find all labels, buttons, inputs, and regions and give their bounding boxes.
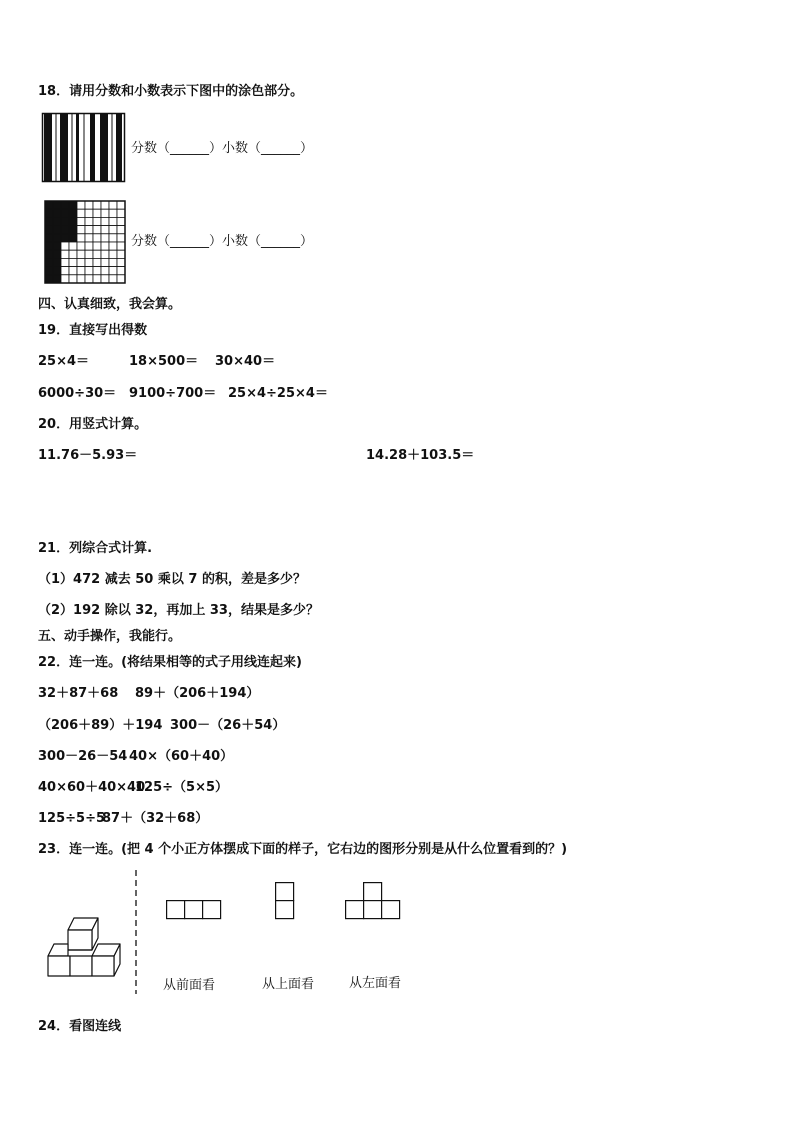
view-label-left: 从左面看: [349, 976, 402, 991]
q22-right-expression: 89＋（206＋194）: [135, 686, 260, 701]
grid-cell: [117, 275, 125, 283]
grid-cell: [45, 201, 53, 209]
q19-item: 18×500＝: [129, 354, 199, 369]
view-figure-three-in-row: [166, 900, 222, 920]
divider-dashed-line: [134, 870, 138, 994]
view-label-front: 从前面看: [163, 978, 216, 993]
grid-cell: [61, 250, 69, 258]
grid-cell: [109, 275, 117, 283]
grid-cell: [69, 267, 77, 275]
grid-cell: [85, 275, 93, 283]
grid-cell: [109, 250, 117, 258]
grid-cell: [93, 234, 101, 242]
grid-cell: [53, 201, 61, 209]
grid-cell: [101, 258, 109, 266]
grid-cell: [53, 267, 61, 275]
q22-left-expression: （206＋89）＋194: [38, 718, 163, 733]
view-figure-two-stacked: [275, 882, 295, 920]
grid-cell: [101, 234, 109, 242]
grid-cell: [77, 258, 85, 266]
q22-right-expression: 125÷（5×5）: [135, 780, 229, 795]
grid-cell: [85, 217, 93, 225]
grid-cell: [117, 226, 125, 234]
grid-cell: [61, 267, 69, 275]
q19-item: 25×4÷25×4＝: [228, 386, 328, 401]
grid-cell: [77, 275, 85, 283]
grid-cell: [101, 242, 109, 250]
grid-cell: [109, 209, 117, 217]
grid-cell: [69, 234, 77, 242]
grid-cell: [85, 250, 93, 258]
grid-cell: [93, 209, 101, 217]
grid-cell: [109, 226, 117, 234]
view-figure-t-shape: [345, 882, 403, 920]
grid-cell: [69, 275, 77, 283]
grid-cell: [77, 217, 85, 225]
grid-cell: [45, 217, 53, 225]
q21-title: 21．列综合式计算.: [38, 541, 153, 556]
grid-cell: [53, 275, 61, 283]
grid-cell: [109, 242, 117, 250]
grid-cell: [117, 258, 125, 266]
grid-cell: [77, 209, 85, 217]
view-label-top: 从上面看: [262, 977, 315, 992]
grid-cell: [45, 242, 53, 250]
grid-cell: [109, 267, 117, 275]
grid-cell: [117, 209, 125, 217]
grid-cell: [61, 226, 69, 234]
grid-cell: [93, 217, 101, 225]
q22-title: 22．连一连。(将结果相等的式子用线连起来): [38, 655, 302, 670]
grid-cell: [53, 226, 61, 234]
grid-cell: [45, 275, 53, 283]
q21-item: （2）192 除以 32，再加上 33，结果是多少？: [38, 603, 319, 618]
grid-cell: [77, 226, 85, 234]
q22-right-expression: 87＋（32＋68）: [102, 811, 209, 826]
q18-answer-row-1: 分数（______）小数（______）: [131, 141, 314, 156]
q19-item: 9100÷700＝: [129, 386, 217, 401]
grid-cell: [45, 209, 53, 217]
grid-cell: [77, 234, 85, 242]
q22-right-expression: 40×（60＋40）: [129, 749, 234, 764]
grid-cell: [93, 258, 101, 266]
q22-left-expression: 300－26－54: [38, 749, 128, 764]
grid-cell: [45, 258, 53, 266]
q19-item: 25×4＝: [38, 354, 90, 369]
striped-rectangle-figure: [42, 113, 126, 183]
grid-cell: [109, 234, 117, 242]
grid-cell: [85, 209, 93, 217]
q19-title: 19．直接写出得数: [38, 323, 148, 338]
grid-cell: [101, 201, 109, 209]
q22-right-expression: 300－（26＋54）: [170, 718, 286, 733]
grid-cell: [101, 217, 109, 225]
grid-cell: [45, 267, 53, 275]
grid-cell: [93, 201, 101, 209]
q20-item: 14.28＋103.5＝: [366, 448, 475, 463]
grid-cell: [101, 209, 109, 217]
grid-cell: [117, 201, 125, 209]
grid-cell: [117, 267, 125, 275]
q22-left-expression: 40×60＋40×40: [38, 780, 146, 795]
grid-cell: [101, 226, 109, 234]
grid-cell: [61, 258, 69, 266]
q23-title: 23．连一连。(把 4 个小正方体摆成下面的样子，它右边的图形分别是从什么位置看到的？): [38, 842, 568, 857]
grid-cell: [45, 226, 53, 234]
q19-item: 30×40＝: [215, 354, 276, 369]
cube-stack-figure: [44, 912, 124, 978]
grid-cell: [53, 234, 61, 242]
grid-cell: [109, 201, 117, 209]
grid-cell: [45, 234, 53, 242]
grid-cell: [117, 234, 125, 242]
grid-cell: [77, 242, 85, 250]
grid-cell: [101, 250, 109, 258]
grid-cell: [117, 217, 125, 225]
grid-cell: [101, 267, 109, 275]
grid-cell: [69, 201, 77, 209]
grid-cell: [101, 275, 109, 283]
q20-item: 11.76－5.93＝: [38, 448, 138, 463]
grid-cell: [77, 201, 85, 209]
grid-cell: [69, 226, 77, 234]
q18-answer-row-2: 分数（______）小数（______）: [131, 234, 314, 249]
grid-cell: [109, 258, 117, 266]
grid-cell: [85, 258, 93, 266]
grid-cell: [85, 201, 93, 209]
grid-cell: [117, 250, 125, 258]
q18-title: 18．请用分数和小数表示下图中的涂色部分。: [38, 84, 304, 99]
grid-cell: [53, 250, 61, 258]
grid-cell: [85, 242, 93, 250]
grid-cell: [77, 250, 85, 258]
grid-cell: [61, 217, 69, 225]
grid-cell: [85, 226, 93, 234]
q22-left-expression: 125÷5÷5: [38, 811, 106, 826]
section-5-title: 五、动手操作，我能行。: [38, 629, 182, 644]
grid-cell: [53, 217, 61, 225]
grid-cell: [53, 209, 61, 217]
grid-cell: [93, 267, 101, 275]
grid-cell: [69, 250, 77, 258]
q19-item: 6000÷30＝: [38, 386, 117, 401]
q20-title: 20．用竖式计算。: [38, 417, 148, 432]
grid-cell: [69, 242, 77, 250]
section-4-title: 四、认真细致，我会算。: [38, 297, 182, 312]
grid-cell: [61, 275, 69, 283]
grid-cell: [61, 201, 69, 209]
grid-cell: [85, 234, 93, 242]
grid-cell: [93, 275, 101, 283]
grid-cell: [53, 258, 61, 266]
q21-item: （1）472 减去 50 乘以 7 的积，差是多少？: [38, 572, 306, 587]
grid-cell: [61, 242, 69, 250]
grid-cell: [69, 217, 77, 225]
grid-cell: [53, 242, 61, 250]
grid-cell: [77, 267, 85, 275]
grid-cell: [61, 209, 69, 217]
q22-left-expression: 32＋87＋68: [38, 686, 119, 701]
grid-cell: [61, 234, 69, 242]
q24-title: 24．看图连线: [38, 1019, 122, 1034]
grid-cell: [93, 226, 101, 234]
grid-cell: [93, 242, 101, 250]
hundred-grid-figure: [44, 200, 126, 284]
grid-cell: [69, 209, 77, 217]
grid-cell: [109, 217, 117, 225]
grid-cell: [93, 250, 101, 258]
grid-cell: [45, 250, 53, 258]
grid-cell: [85, 267, 93, 275]
grid-cell: [69, 258, 77, 266]
grid-cell: [117, 242, 125, 250]
